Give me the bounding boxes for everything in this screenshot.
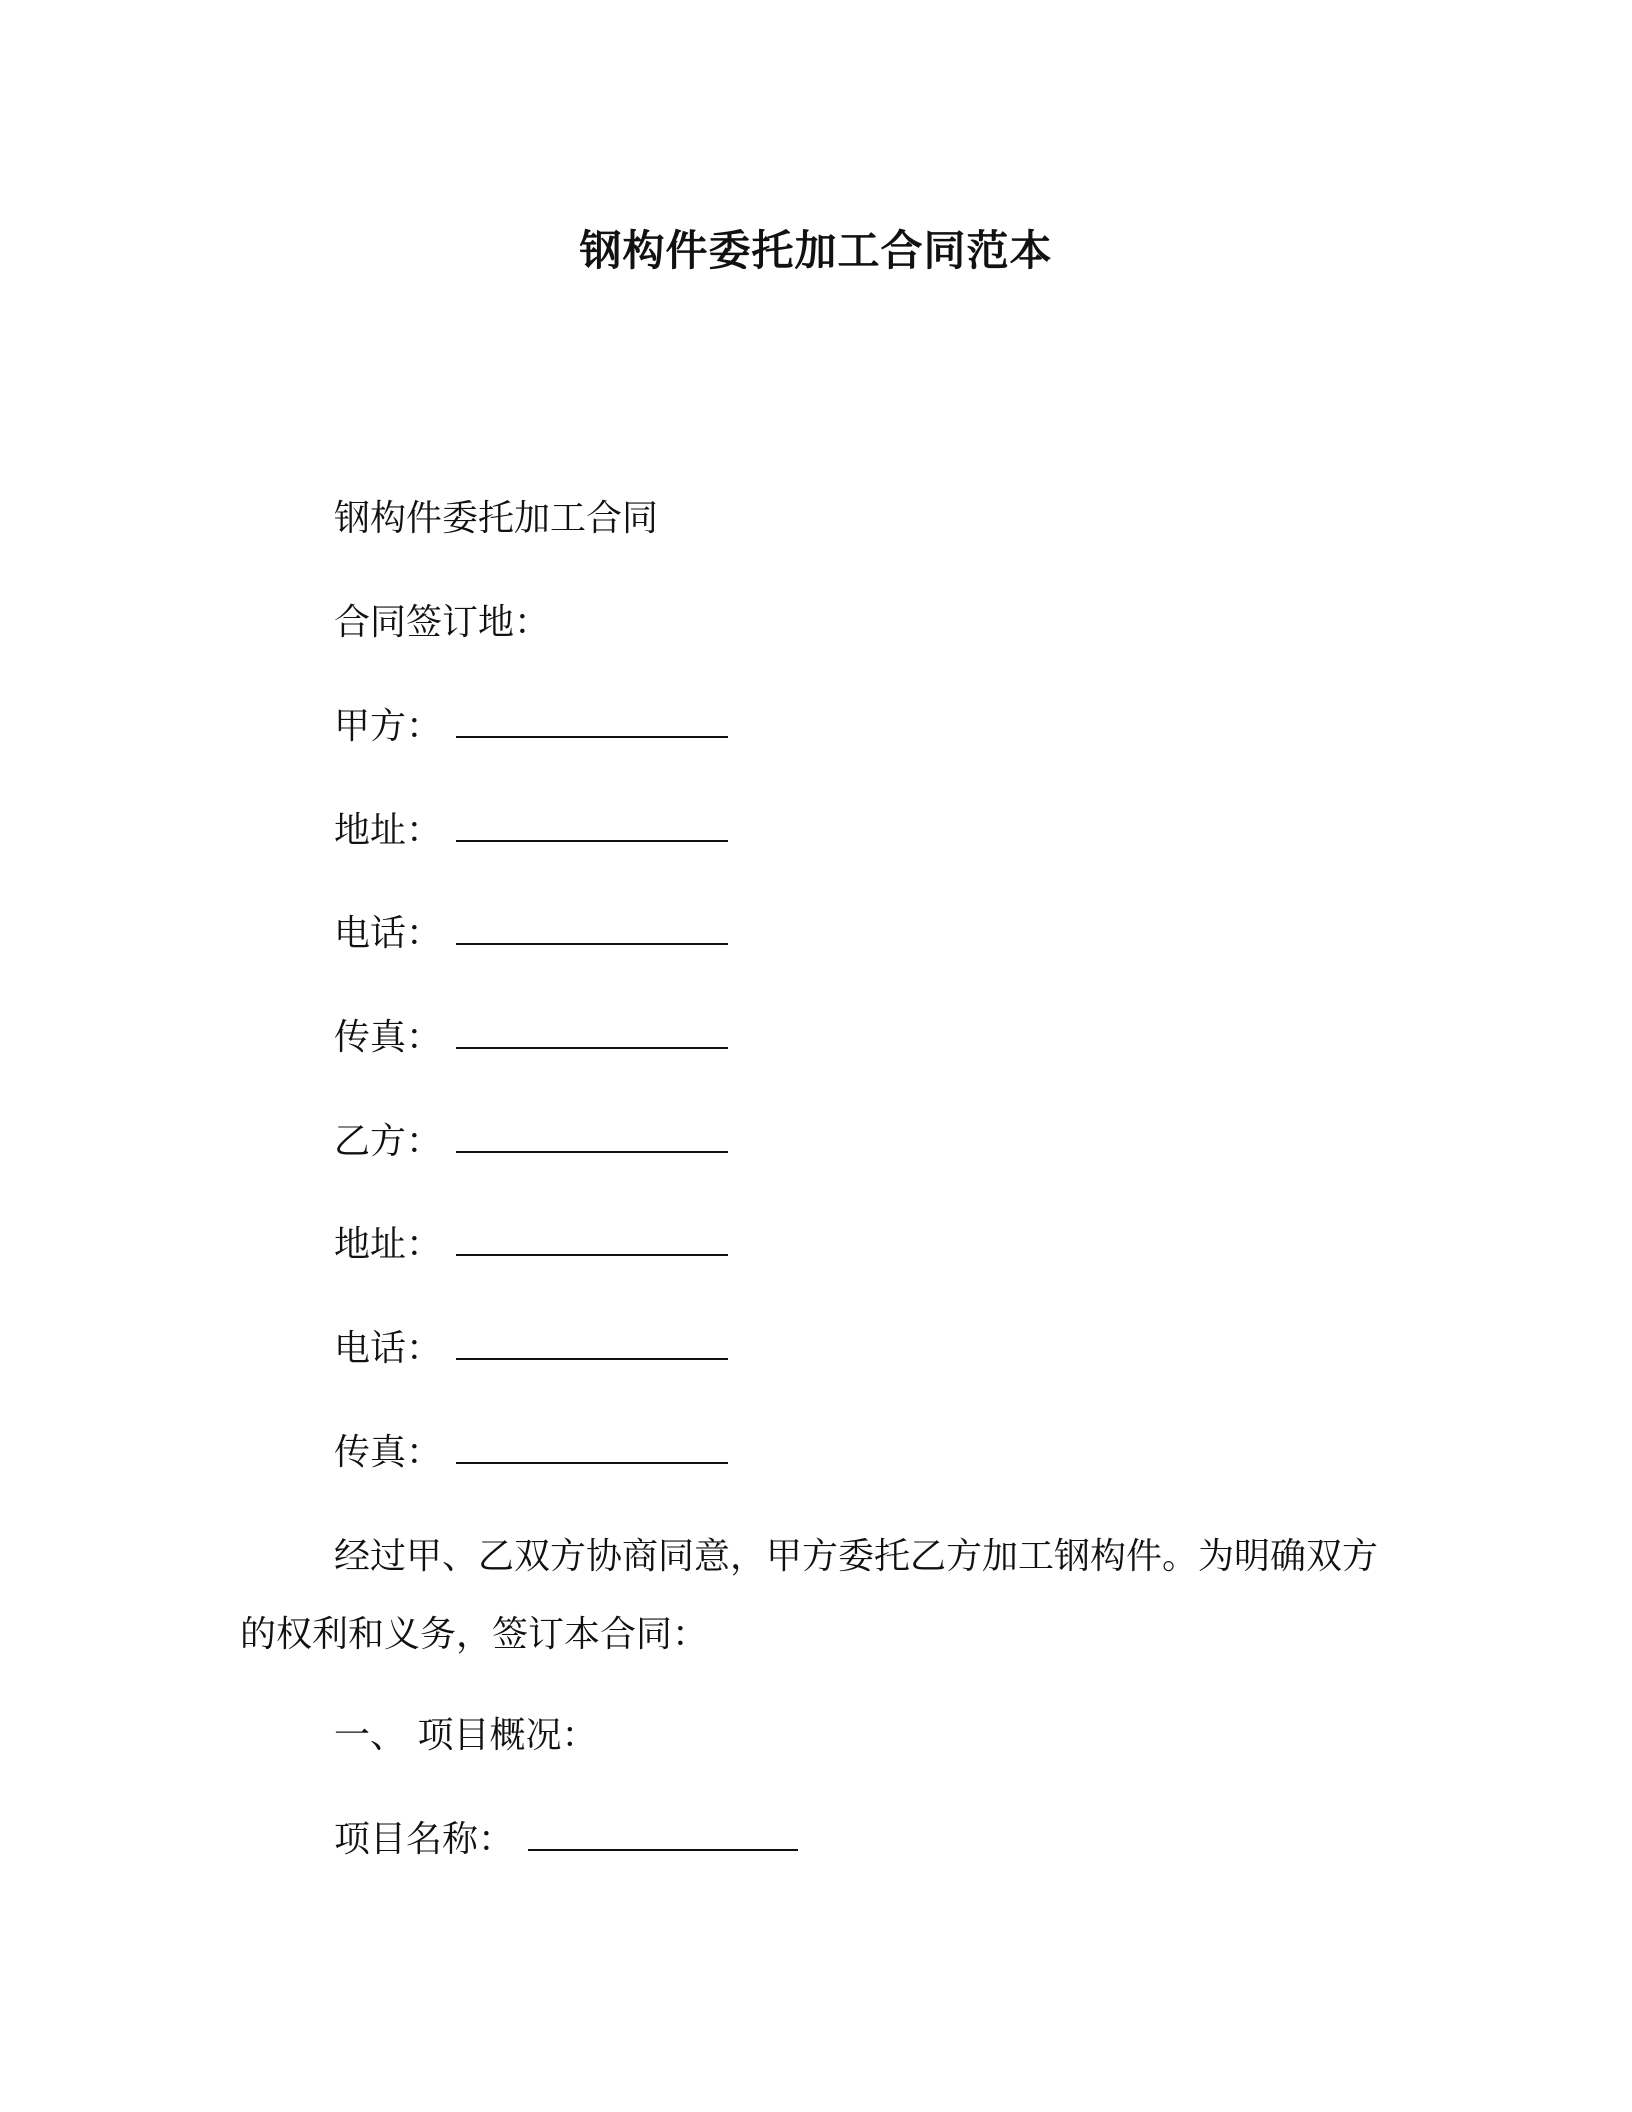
party-a-address-row (334, 806, 728, 856)
party-b-row (334, 1117, 728, 1167)
party-b-phone-row (334, 1324, 728, 1374)
party-a-phone-blank[interactable] (456, 913, 728, 945)
project-name-row (334, 1815, 798, 1865)
party-a-blank[interactable] (456, 706, 728, 738)
project-name-label: 项目名称： (334, 1819, 515, 1860)
party-a-phone-label: 电话： (334, 913, 443, 954)
party-b-address-blank[interactable] (456, 1224, 728, 1256)
contract-heading: 钢构件委托加工合同 (334, 498, 659, 539)
party-b-address-row (334, 1220, 728, 1270)
party-a-fax-blank[interactable] (456, 1017, 728, 1049)
party-a-phone-row (334, 909, 728, 959)
party-b-blank[interactable] (456, 1121, 728, 1153)
party-b-phone-label: 电话： (334, 1328, 443, 1369)
party-b-fax-row (334, 1428, 728, 1478)
party-b-fax-blank[interactable] (456, 1432, 728, 1464)
signing-place-label: 合同签订地： (334, 602, 551, 643)
party-a-label: 甲方： (334, 706, 443, 747)
party-b-address-label: 地址： (334, 1224, 443, 1265)
party-a-fax-row (334, 1013, 728, 1063)
project-name-blank[interactable] (528, 1819, 798, 1851)
intro-paragraph: 经过甲、乙双方协商同意，甲方委托乙方加工钢构件。为明确双方的权利和义务，签订本合同： (240, 1536, 1379, 1655)
section-1-heading: 一、 项目概况： (334, 1715, 598, 1756)
party-a-fax-label: 传真： (334, 1017, 443, 1058)
party-a-address-blank[interactable] (456, 810, 728, 842)
party-a-address-label: 地址： (334, 810, 443, 851)
party-a-row (334, 702, 728, 752)
party-b-phone-blank[interactable] (456, 1328, 728, 1360)
party-b-label: 乙方： (334, 1121, 443, 1162)
document-title: 钢构件委托加工合同范本 (579, 226, 1053, 275)
party-b-fax-label: 传真： (334, 1432, 443, 1473)
